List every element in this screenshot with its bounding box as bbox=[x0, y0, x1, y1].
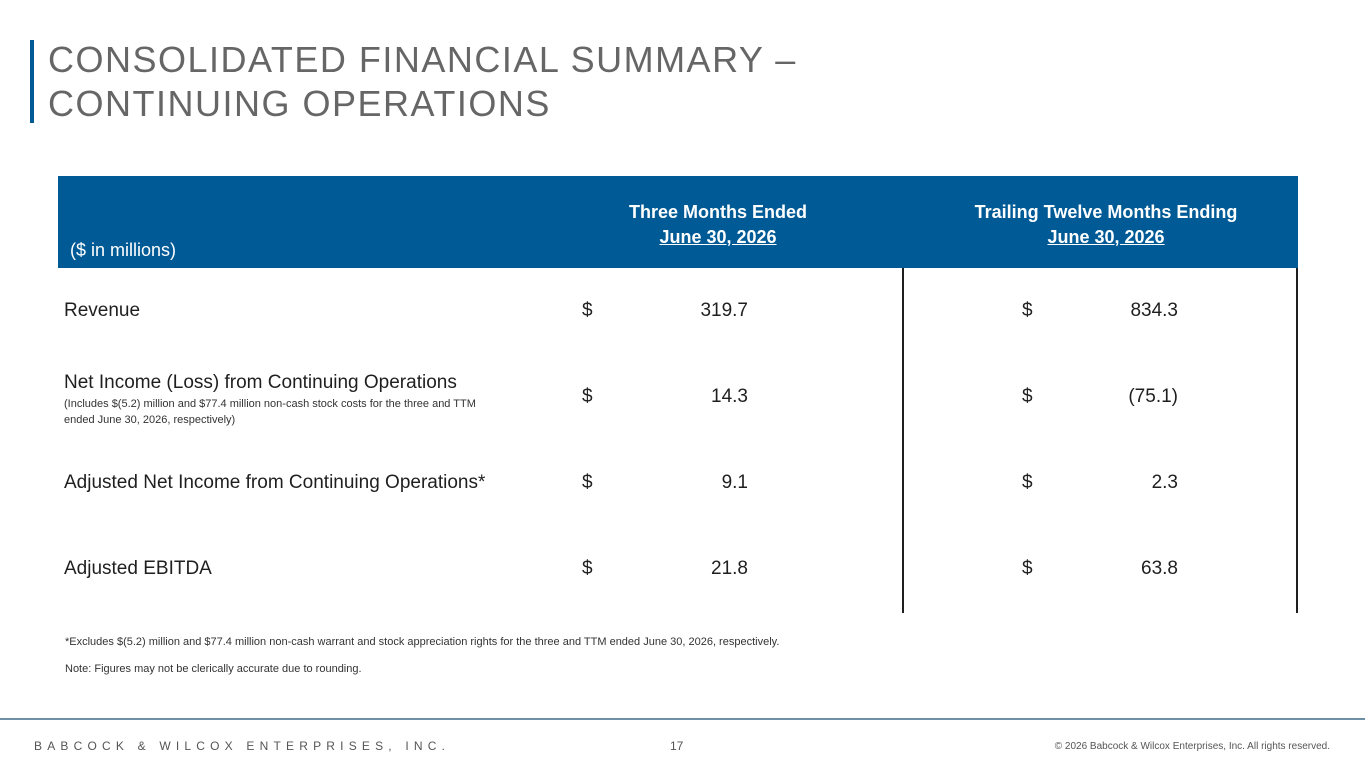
row-label: Adjusted Net Income from Continuing Operations* bbox=[64, 472, 486, 493]
page-number: 17 bbox=[670, 739, 684, 753]
currency-symbol: $ bbox=[1022, 558, 1033, 579]
row-label: Net Income (Loss) from Continuing Operations bbox=[64, 372, 457, 393]
table-right-border bbox=[1296, 268, 1298, 613]
currency-symbol: $ bbox=[1022, 472, 1033, 493]
ttm-value: 2.3 bbox=[1151, 472, 1178, 493]
financial-summary-table bbox=[58, 176, 1298, 613]
currency-symbol: $ bbox=[1022, 386, 1033, 407]
column-header-line2: June 30, 2026 bbox=[659, 227, 777, 247]
slide-title bbox=[48, 38, 797, 126]
copyright-notice: © 2026 Babcock & Wilcox Enterprises, Inc. All rights reserved. bbox=[1054, 741, 1330, 752]
slide-title-line2: CONTINUING OPERATIONS bbox=[48, 83, 551, 124]
table-header bbox=[58, 176, 1298, 268]
three-months-value: 9.1 bbox=[721, 472, 748, 493]
currency-symbol: $ bbox=[1022, 300, 1033, 321]
ttm-value: 834.3 bbox=[1130, 300, 1178, 321]
currency-symbol: $ bbox=[582, 472, 593, 493]
rounding-note: Note: Figures may not be clerically accurate due to rounding. bbox=[65, 663, 362, 675]
footer-rule bbox=[0, 718, 1365, 720]
title-accent-bar bbox=[30, 40, 34, 123]
asterisk-footnote: *Excludes $(5.2) million and $77.4 million non-cash warrant and stock appreciation rights for the three and TTM ended June 30, 2026, respectively. bbox=[65, 636, 780, 648]
column-header-line1: Three Months Ended bbox=[628, 202, 807, 222]
row-label: Adjusted EBITDA bbox=[64, 558, 212, 579]
currency-symbol: $ bbox=[582, 558, 593, 579]
units-label: ($ in millions) bbox=[70, 240, 177, 260]
three-months-value: 14.3 bbox=[711, 386, 748, 407]
currency-symbol: $ bbox=[582, 386, 593, 407]
currency-symbol: $ bbox=[582, 300, 593, 321]
company-wordmark: BABCOCK & WILCOX ENTERPRISES, INC. bbox=[34, 739, 451, 753]
column-header-line2: June 30, 2026 bbox=[1047, 227, 1165, 247]
column-header-three-months bbox=[578, 200, 858, 250]
column-divider bbox=[902, 268, 904, 613]
row-sublabel: (Includes $(5.2) million and $77.4 million non-cash stock costs for the three and TTM ended June 30, 2026, respectively) bbox=[64, 398, 476, 426]
slide-title-line1: CONSOLIDATED FINANCIAL SUMMARY – bbox=[48, 39, 797, 80]
column-header-ttm bbox=[938, 200, 1274, 250]
row-label: Revenue bbox=[64, 300, 141, 321]
three-months-value: 21.8 bbox=[711, 558, 748, 579]
ttm-value: 63.8 bbox=[1141, 558, 1178, 579]
ttm-value: (75.1) bbox=[1128, 386, 1178, 407]
column-header-line1: Trailing Twelve Months Ending bbox=[974, 202, 1238, 222]
three-months-value: 319.7 bbox=[700, 300, 748, 321]
